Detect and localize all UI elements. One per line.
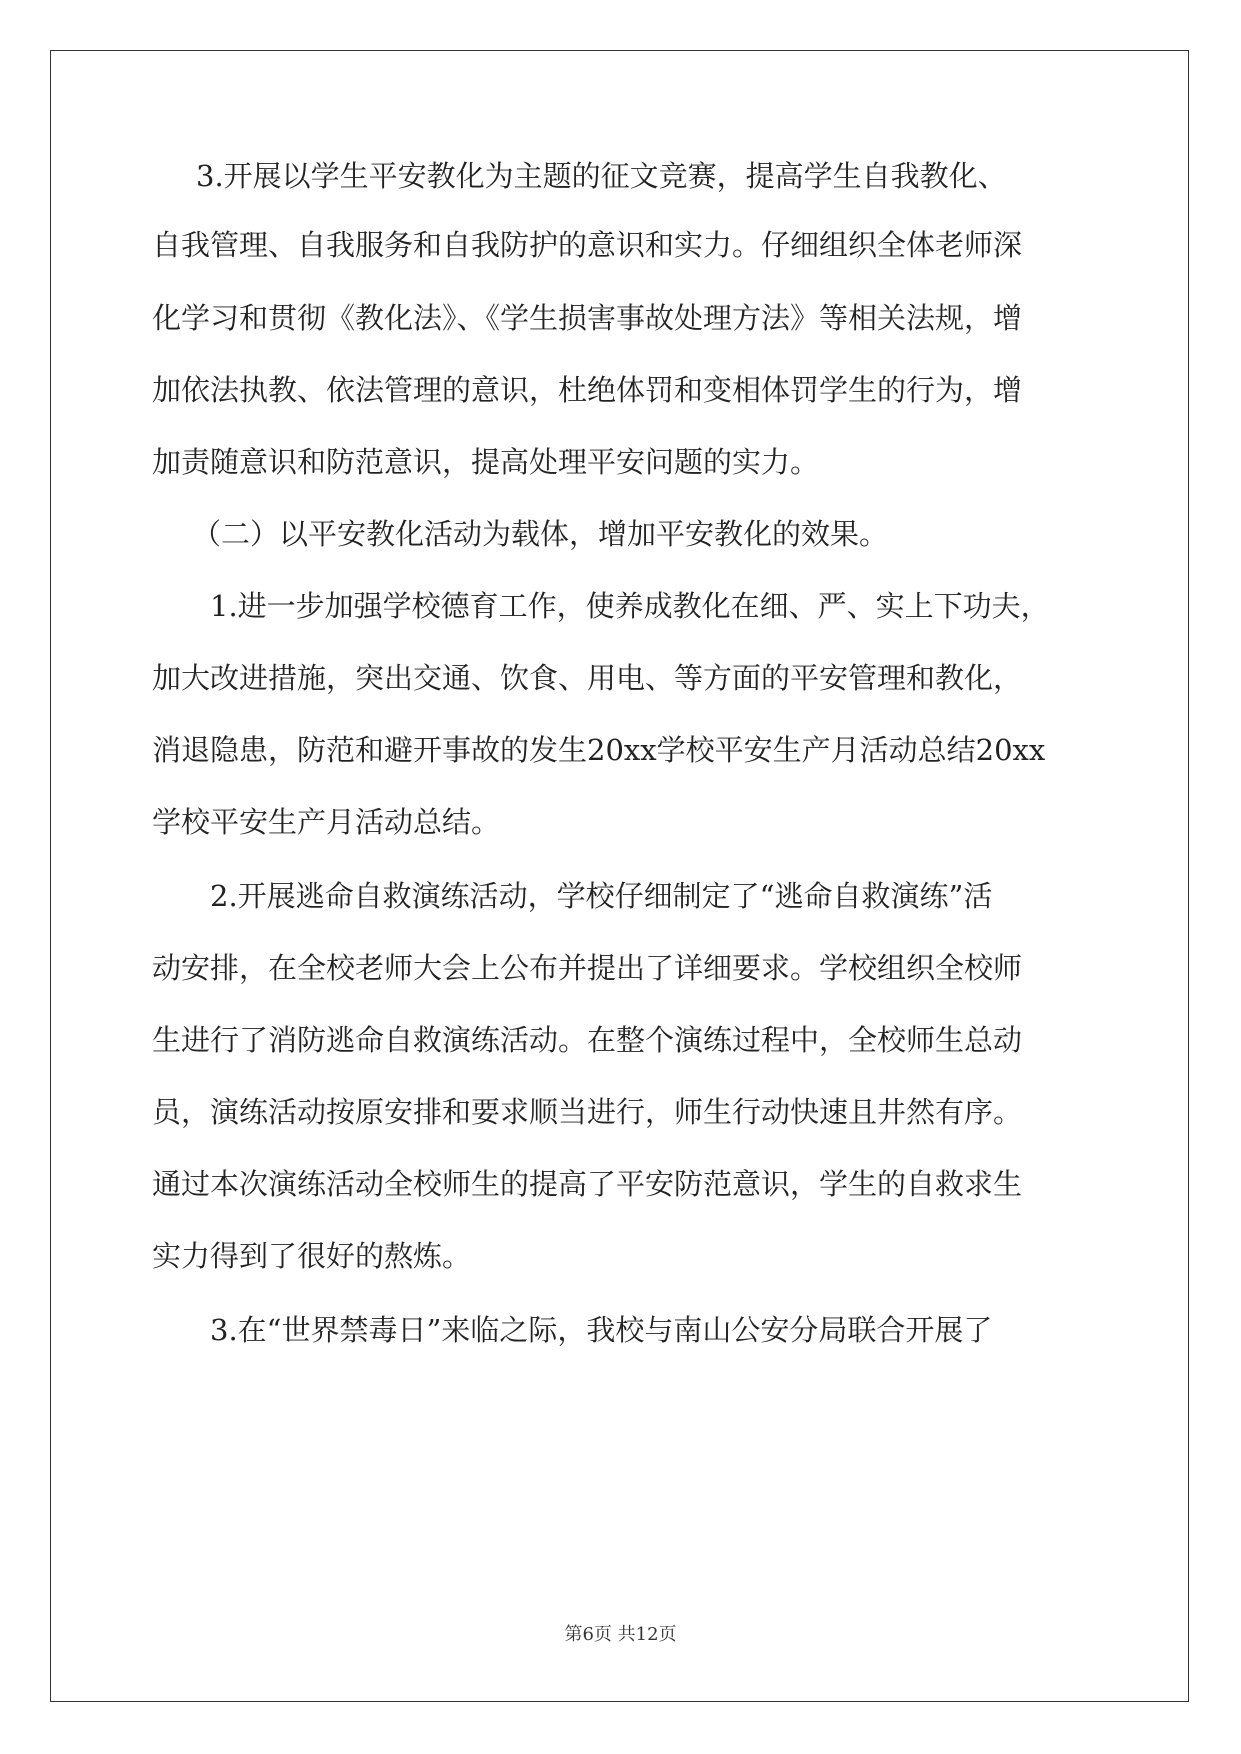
page-number-footer: 第6页 共12页 xyxy=(564,1624,677,1645)
text-line: 动安排，在全校老师大会上公布并提出了详细要求。学校组织全校师 xyxy=(152,951,1023,985)
text-line: 3.在“世界禁毒日”来临之际，我校与南山公安分局联合开展了 xyxy=(210,1313,993,1347)
text-line: 通过本次演练活动全校师生的提高了平安防范意识，学生的自救求生 xyxy=(152,1167,1023,1201)
text-line: 生进行了消防逃命自救演练活动。在整个演练过程中，全校师生总动 xyxy=(152,1023,1023,1057)
text-line: 员，演练活动按原安排和要求顺当进行，师生行动快速且井然有序。 xyxy=(152,1095,1023,1129)
text-line: 实力得到了很好的熬炼。 xyxy=(152,1239,472,1273)
text-line: 加责随意识和防范意识，提高处理平安问题的实力。 xyxy=(152,445,820,479)
text-line: 消退隐患，防范和避开事故的发生20xx学校平安生产月活动总结20xx xyxy=(152,733,1046,767)
text-line: 自我管理、自我服务和自我防护的意识和实力。仔细组织全体老师深 xyxy=(152,228,1023,262)
text-line: 3.开展以学生平安教化为主题的征文竞赛，提高学生自我教化、 xyxy=(196,159,1007,193)
text-line: 学校平安生产月活动总结。 xyxy=(152,805,501,839)
text-line: 1.进一步加强学校德育工作，使养成教化在细、严、实上下功夫， xyxy=(210,589,1050,623)
text-line: （二）以平安教化活动为载体，增加平安教化的效果。 xyxy=(192,517,889,551)
text-line: 加依法执教、依法管理的意识，杜绝体罚和变相体罚学生的行为，增 xyxy=(152,373,1023,407)
text-line: 2.开展逃命自救演练活动，学校仔细制定了“逃命自救演练”活 xyxy=(210,879,993,913)
text-line: 化学习和贯彻《教化法》、《学生损害事故处理方法》等相关法规，增 xyxy=(152,301,1023,335)
text-line: 加大改进措施，突出交通、饮食、用电、等方面的平安管理和教化， xyxy=(152,661,1023,695)
